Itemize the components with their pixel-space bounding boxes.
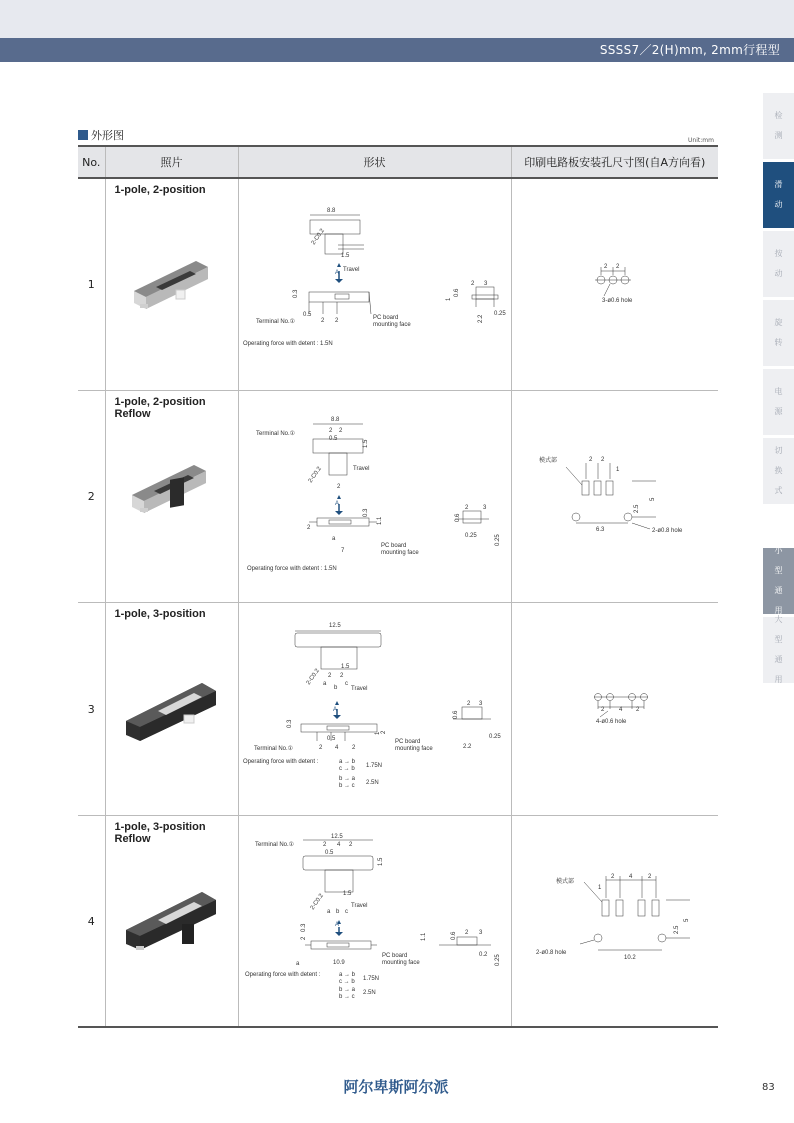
terminal-label: Terminal No.①: [255, 319, 295, 325]
operating-force: Operating force with detent : 1.5N: [242, 341, 333, 347]
pcb-dim-2b: 2: [615, 264, 619, 270]
photo-cell: [105, 816, 238, 1028]
sidebar-tab-label: 旋 转: [774, 318, 783, 347]
pcb-dim-5: 5: [683, 918, 690, 922]
photo-cell: [105, 603, 238, 816]
operating-force: Operating force with detent :: [244, 972, 320, 978]
pcb-dim-1: 1: [615, 467, 619, 473]
dim-0-6: 0.6: [452, 710, 459, 719]
pos-b-label: b: [335, 909, 339, 915]
shape-cell: [238, 816, 511, 1028]
dim-0-25: 0.25: [494, 954, 501, 966]
col-header-no: No.: [78, 146, 105, 178]
mounting-face-label: mounting face: [394, 746, 433, 752]
operating-force: Operating force with detent : 1.5N: [246, 566, 337, 572]
dim-2c: 2: [464, 930, 468, 936]
pcb-drawing: [512, 179, 719, 386]
pcb-cell: [511, 816, 718, 1028]
dim-width: 12.5: [328, 623, 341, 629]
force-1a: b → a: [338, 776, 355, 782]
dim-2-2: 2.2: [477, 314, 484, 323]
dim-2e: 2: [380, 730, 387, 734]
tab-switching[interactable]: [763, 438, 794, 504]
terminal-label: Terminal No.①: [254, 842, 294, 848]
force-0b: c → b: [338, 979, 355, 985]
product-caption: 1-pole, 2-position Reflow: [114, 396, 206, 420]
sidebar-tab-label: 按 动: [774, 249, 783, 278]
dim-3: 3: [483, 281, 487, 287]
pcb-dim-4: 4: [618, 707, 622, 713]
sidebar-tab-label: 大 型 通 用: [774, 615, 783, 684]
dim-2a: 2: [328, 428, 332, 434]
outline-table: [78, 145, 718, 1028]
dim-width: 8.8: [330, 417, 339, 423]
shape-drawing: [239, 391, 512, 598]
dim-2b: 2: [338, 428, 342, 434]
dim-7: 7: [340, 548, 344, 554]
pos-a-label: a: [326, 909, 330, 915]
terminal-label: Terminal No.①: [255, 431, 295, 437]
force-0b: c → b: [338, 766, 355, 772]
dim-chamfer: 2-C0.2: [307, 465, 323, 485]
product-caption: 1-pole, 2-position: [114, 184, 206, 196]
dim-2c: 2: [470, 281, 474, 287]
dim-2d: 2: [464, 505, 468, 511]
tab-slide[interactable]: [763, 162, 794, 228]
dim-chamfer: 2-C0.2: [309, 892, 325, 912]
force-1b: b → c: [338, 994, 355, 1000]
dim-1: 1: [445, 297, 452, 301]
sidebar-tab-label: 小 型 通 用: [774, 546, 783, 615]
dim-1-5: 1.5: [340, 664, 349, 670]
switch-photo: [106, 603, 239, 811]
header-bar: [0, 38, 794, 62]
force-1a: b → a: [338, 987, 355, 993]
tab-push[interactable]: [763, 231, 794, 297]
table-row: [78, 603, 718, 816]
dim-0-2: 0.2: [478, 952, 487, 958]
dim-0-3: 0.3: [292, 289, 299, 298]
dim-2-2: 2.2: [462, 744, 471, 750]
pos-b-label: b: [333, 685, 337, 691]
dim-2b: 2: [339, 673, 343, 679]
tab-rotary[interactable]: [763, 300, 794, 366]
sidebar-tab-label: 电 源: [774, 387, 783, 416]
page-header-title: SSSS7／2(H)mm, 2mm行程型: [599, 43, 780, 57]
force-1v: 2.5N: [362, 990, 376, 996]
dim-2c: 2: [336, 484, 340, 490]
pc-board-label: PC board: [380, 543, 406, 549]
pcb-dim-2b: 2: [635, 707, 639, 713]
view-a-label: A: [334, 270, 339, 276]
shape-cell: [238, 391, 511, 603]
switch-photo: [106, 179, 239, 386]
pcb-dim-2b: 2: [600, 457, 604, 463]
dim-0-5: 0.5: [326, 736, 335, 742]
dim-0-5: 0.5: [328, 436, 337, 442]
section-title: 外形图: [78, 127, 124, 143]
tab-detect[interactable]: [763, 93, 794, 159]
pc-board-label: PC board: [394, 739, 420, 745]
pos-c-label: c: [344, 681, 348, 687]
switch-photo: [106, 391, 239, 598]
dim-0-6: 0.6: [454, 513, 461, 522]
page-number: 83: [762, 1082, 775, 1093]
terminal-label: Terminal No.①: [253, 746, 293, 752]
pcb-mode-label: 模式部: [555, 879, 574, 885]
photo-cell: [105, 391, 238, 603]
pcb-dim-2a: 2: [603, 264, 607, 270]
dim-1-5: 1.5: [377, 857, 384, 866]
table-row: [78, 816, 718, 1028]
dim-1-1: 1.1: [420, 932, 427, 941]
dim-0-5: 0.5: [324, 850, 333, 856]
pcb-dim-6-3: 6.3: [595, 527, 604, 533]
table-row: [78, 391, 718, 603]
pcb-hole-label: 3-ø0.6 hole: [601, 298, 632, 304]
pos-c-label: c: [344, 909, 348, 915]
dim-width: 8.8: [326, 208, 335, 214]
view-a-label: A: [334, 501, 339, 507]
pcb-dim-2a: 2: [588, 457, 592, 463]
pcb-dim-2a: 2: [610, 874, 614, 880]
pcb-dim-10-2: 10.2: [623, 955, 636, 961]
view-a-label: A: [332, 707, 337, 713]
col-header-shape: 形状: [238, 146, 511, 178]
pcb-dim-1: 1: [597, 885, 601, 891]
tab-power[interactable]: [763, 369, 794, 435]
pcb-cell: [511, 391, 718, 603]
dim-1-5: 1.5: [340, 253, 349, 259]
pcb-hole-label: 4-ø0.6 hole: [595, 719, 626, 725]
brand-name: 阿尔卑斯阿尔派: [343, 1078, 449, 1096]
operating-force: Operating force with detent :: [242, 759, 318, 765]
dim-0-3: 0.3: [362, 508, 369, 517]
terminal-a-label: a: [331, 536, 335, 542]
dim-0-25b: 0.25: [494, 534, 501, 546]
dim-1: 1: [374, 731, 381, 735]
dim-4: 4: [334, 745, 338, 751]
row-number: 1: [78, 178, 105, 391]
shape-cell: [238, 178, 511, 391]
pcb-dim-5: 5: [649, 497, 656, 501]
force-1b: b → c: [338, 783, 355, 789]
dim-2b: 2: [334, 318, 338, 324]
product-caption: 1-pole, 3-position: [114, 608, 206, 620]
table-row: [78, 178, 718, 391]
mounting-face-label: mounting face: [380, 550, 419, 556]
force-1v: 2.5N: [365, 780, 379, 786]
pos-a-label: a: [322, 681, 326, 687]
pcb-drawing: [512, 603, 719, 811]
dim-0-3: 0.3: [286, 719, 293, 728]
pcb-drawing: [512, 816, 719, 1022]
dim-3: 3: [478, 930, 482, 936]
pcb-dim-4: 4: [628, 874, 632, 880]
dim-2c: 2: [318, 745, 322, 751]
dim-chamfer: 2-C0.2: [305, 667, 321, 687]
sidebar-tabs: [763, 93, 794, 686]
dim-4: 4: [336, 842, 340, 848]
pcb-mode-label: 模式部: [538, 458, 557, 464]
force-0v: 1.75N: [362, 976, 379, 982]
terminal-a-label: a: [295, 961, 299, 967]
dim-width: 12.5: [330, 834, 343, 840]
mounting-face-label: mounting face: [381, 960, 420, 966]
brand-footer: [0, 1076, 794, 1097]
pcb-dim-2-5: 2.5: [673, 925, 680, 934]
travel-label: Travel: [350, 686, 367, 692]
pcb-hole-label: 2-ø0.8 hole: [651, 528, 682, 534]
dim-2-left: 2: [300, 936, 307, 940]
shape-cell: [238, 603, 511, 816]
pcb-cell: [511, 178, 718, 391]
dim-2a: 2: [320, 318, 324, 324]
dim-3: 3: [478, 701, 482, 707]
dim-2d: 2: [351, 745, 355, 751]
dim-2b: 2: [348, 842, 352, 848]
pcb-dim-2a: 2: [600, 707, 604, 713]
tab-large-general[interactable]: [763, 617, 794, 683]
pcb-cell: [511, 603, 718, 816]
dim-2a: 2: [327, 673, 331, 679]
square-icon: [78, 130, 88, 140]
dim-1-1: 1.1: [376, 516, 383, 525]
col-header-photo: 照片: [105, 146, 238, 178]
photo-cell: [105, 178, 238, 391]
dim-0-25: 0.25: [493, 311, 506, 317]
row-number: 2: [78, 391, 105, 603]
dim-2-left: 2: [306, 525, 310, 531]
force-0v: 1.75N: [365, 763, 382, 769]
force-0a: a → b: [338, 759, 355, 765]
dim-0-5: 0.5: [302, 312, 311, 318]
dim-0-25a: 0.25: [464, 533, 477, 539]
dim-0-6: 0.6: [450, 931, 457, 940]
travel-label: Travel: [352, 466, 369, 472]
dim-2a: 2: [322, 842, 326, 848]
pcb-drawing: [512, 391, 719, 598]
pcb-dim-2-5: 2.5: [633, 504, 640, 513]
shape-drawing: [239, 816, 512, 1022]
dim-0-25: 0.25: [488, 734, 501, 740]
pcb-dim-2b: 2: [647, 874, 651, 880]
top-band: [0, 0, 794, 38]
view-a-label: A: [334, 922, 339, 928]
dim-0-6: 0.6: [453, 288, 460, 297]
col-header-pcb: 印刷电路板安装孔尺寸图(自A方向看): [511, 146, 718, 178]
product-caption: 1-pole, 3-position Reflow: [114, 821, 206, 845]
pc-board-label: PC board: [372, 315, 398, 321]
dim-chamfer: 2-C0.2: [310, 227, 326, 247]
sidebar-tab-label: 滑 动: [774, 180, 783, 209]
switch-photo: [106, 816, 239, 1022]
dim-1-5: 1.5: [362, 439, 369, 448]
dim-1-5b: 1.5: [342, 891, 351, 897]
force-0a: a → b: [338, 972, 355, 978]
travel-label: Travel: [342, 267, 359, 273]
unit-label: Unit:mm: [688, 137, 714, 144]
dim-3: 3: [482, 505, 486, 511]
dim-10-9: 10.9: [332, 960, 345, 966]
shape-drawing: [239, 179, 512, 386]
pc-board-label: PC board: [381, 953, 407, 959]
tab-small-general[interactable]: [763, 548, 794, 614]
pcb-hole-label: 2-ø0.8 hole: [535, 950, 566, 956]
sidebar-tab-label: 检 测: [774, 111, 783, 140]
dim-0-3: 0.3: [300, 923, 307, 932]
travel-label: Travel: [350, 903, 367, 909]
row-number: 3: [78, 603, 105, 816]
sidebar-tab-label: 切 换 式: [774, 446, 783, 495]
mounting-face-label: mounting face: [372, 322, 411, 328]
row-number: 4: [78, 816, 105, 1028]
dim-2f: 2: [466, 701, 470, 707]
shape-drawing: [239, 603, 512, 811]
